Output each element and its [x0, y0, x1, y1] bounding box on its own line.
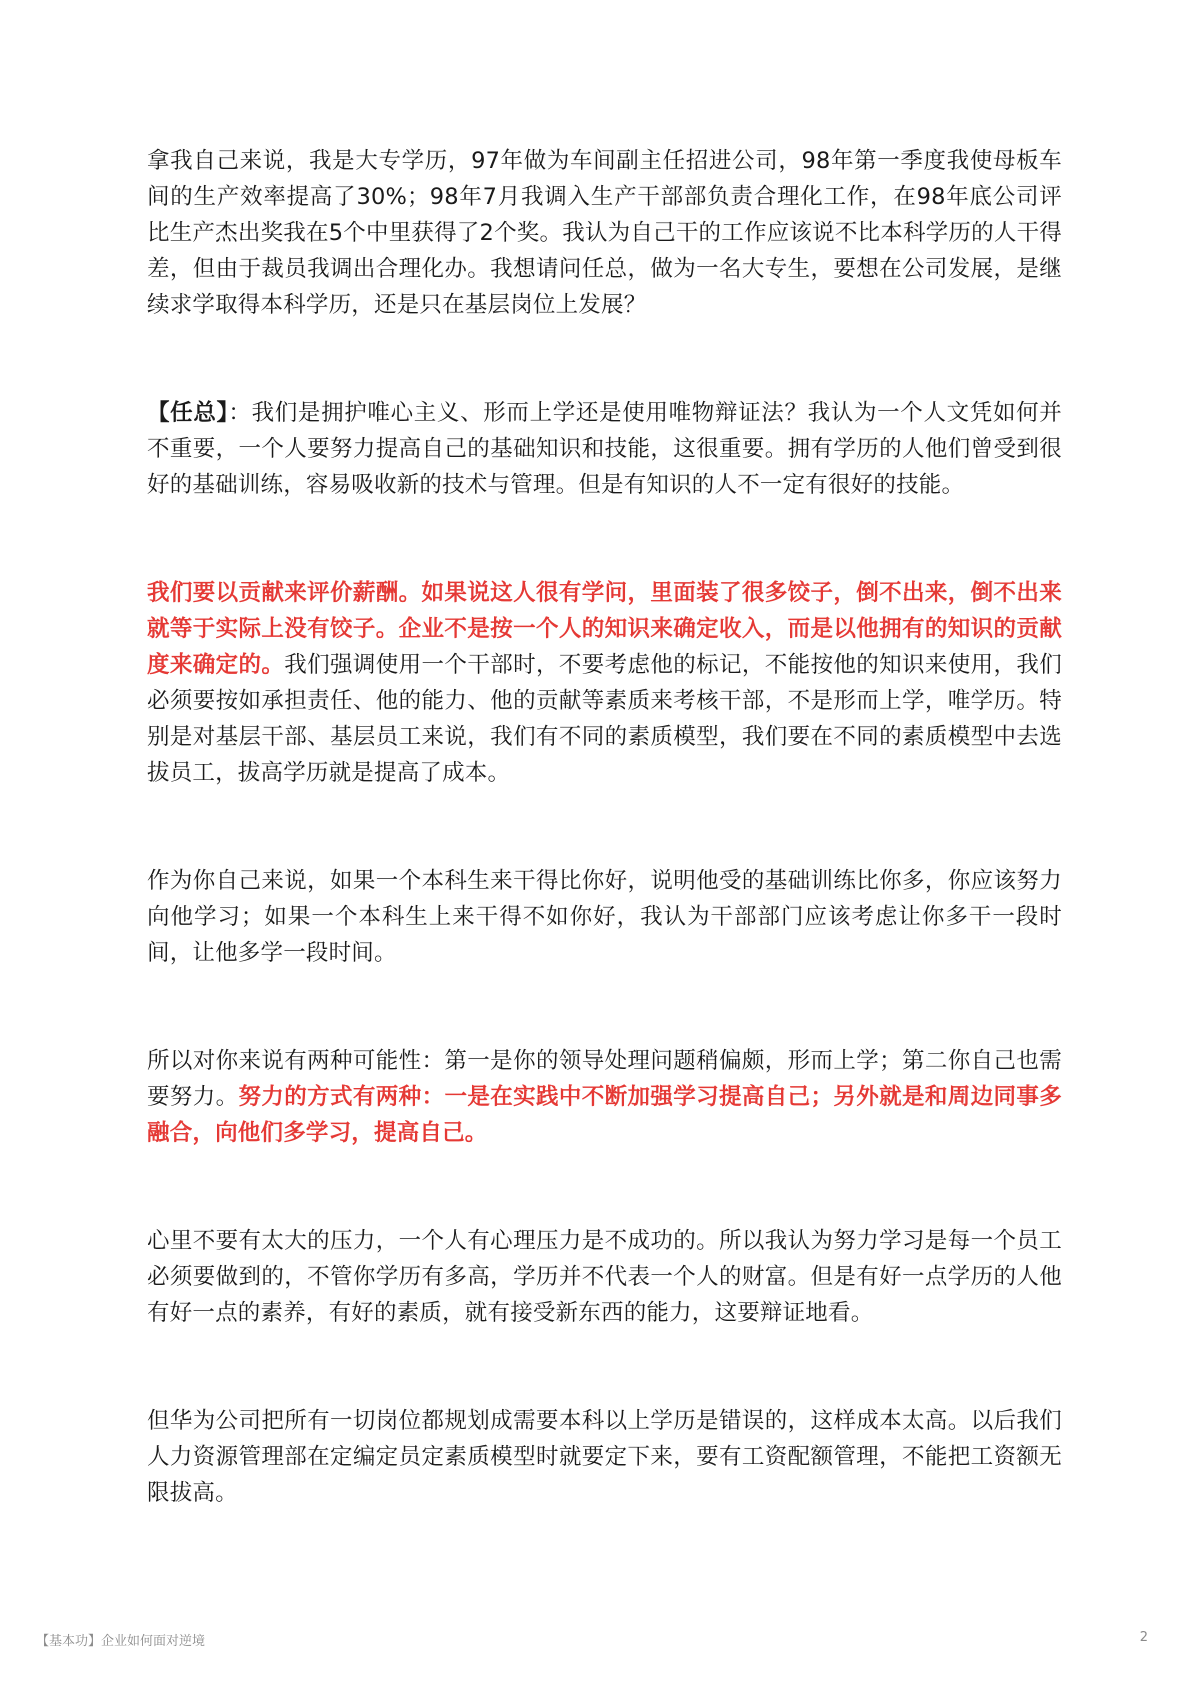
highlight-effort-methods: 努力的方式有两种：一是在实践中不断加强学习提高自己；另外就是和周边同事多融合，向他们多学习，提高自己。	[147, 1084, 1063, 1146]
huawei-positions-text: 但华为公司把所有一切岗位都规划成需要本科以上学历是错误的，这样成本太高。以后我们人力资源管理部在定编定员定素质模型时就要定下来，要有工资配额管理，不能把工资额无限拔高。	[147, 1408, 1062, 1506]
highlight-contribution: 我们要以贡献来评价薪酬。如果说这人很有学问，里面装了很多饺子，倒不出来，倒不出来就等于实际上没有饺子。企业不是按一个人的知识来确定收入，而是以他拥有的知识的贡献度来确定的。	[147, 580, 1062, 678]
possibilities-text: 所以对你来说有两种可能性：第一是你的领导处理问题稍偏颇，形而上学；第二你自己也需要努力。	[147, 1048, 1062, 1110]
answer-intro-text: ：我们是拥护唯心主义、形而上学还是使用唯物辩证法？我认为一个人文凭如何并不重要，一个人要努力提高自己的基础知识和技能，这很重要。拥有学历的人他们曾受到很好的基础训练，容易吸收新的技术与管理。但是有知识的人不一定有很好的技能。	[147, 400, 1062, 498]
contribution-text: 我们强调使用一个干部时，不要考虑他的标记，不能按他的知识来使用，我们必须要按如承担责任、他的能力、他的贡献等素质来考核干部，不是形而上学，唯学历。特别是对基层干部、基层员工来说，我们有不同的素质模型，我们要在不同的素质模型中去选拔员工，拔高学历就是提高了成本。	[147, 652, 1062, 786]
footer-title: 【基本功】企业如何面对逆境	[36, 1634, 206, 1649]
paragraph-possibilities	[147, 1043, 1062, 1151]
yourself-text: 作为你自己来说，如果一个本科生来干得比你好，说明他受的基础训练比你多，你应该努力向他学习；如果一个本科生上来干得不如你好，我认为干部部门应该考虑让你多干一段时间，让他多学一段时间。	[147, 868, 1062, 966]
page-number: 2	[1139, 1630, 1148, 1645]
paragraph-pressure	[147, 1223, 1062, 1331]
speaker-label: 【任总】	[147, 400, 229, 426]
pressure-text: 心里不要有太大的压力，一个人有心理压力是不成功的。所以我认为努力学习是每一个员工必须要做到的，不管你学历有多高，学历并不代表一个人的财富。但是有好一点学历的人他有好一点的素养，有好的素质，就有接受新东西的能力，这要辩证地看。	[147, 1228, 1062, 1326]
question-text: 拿我自己来说，我是大专学历，97年做为车间副主任招进公司，98年第一季度我使母板车间的生产效率提高了30%；98年7月我调入生产干部部负责合理化工作，在98年底公司评比生产杰出奖我在5个中里获得了2个奖。我认为自己干的工作应该说不比本科学历的人干得差，但由于裁员我调出合理化办。我想请问任总，做为一名大专生，要想在公司发展，是继续求学取得本科学历，还是只在基层岗位上发展？	[147, 148, 1062, 318]
paragraph-huawei-positions	[147, 1403, 1062, 1511]
document-body	[147, 143, 1062, 1583]
paragraph-question	[147, 143, 1062, 323]
paragraph-answer-intro	[147, 395, 1062, 503]
paragraph-contribution	[147, 575, 1062, 791]
paragraph-yourself	[147, 863, 1062, 971]
